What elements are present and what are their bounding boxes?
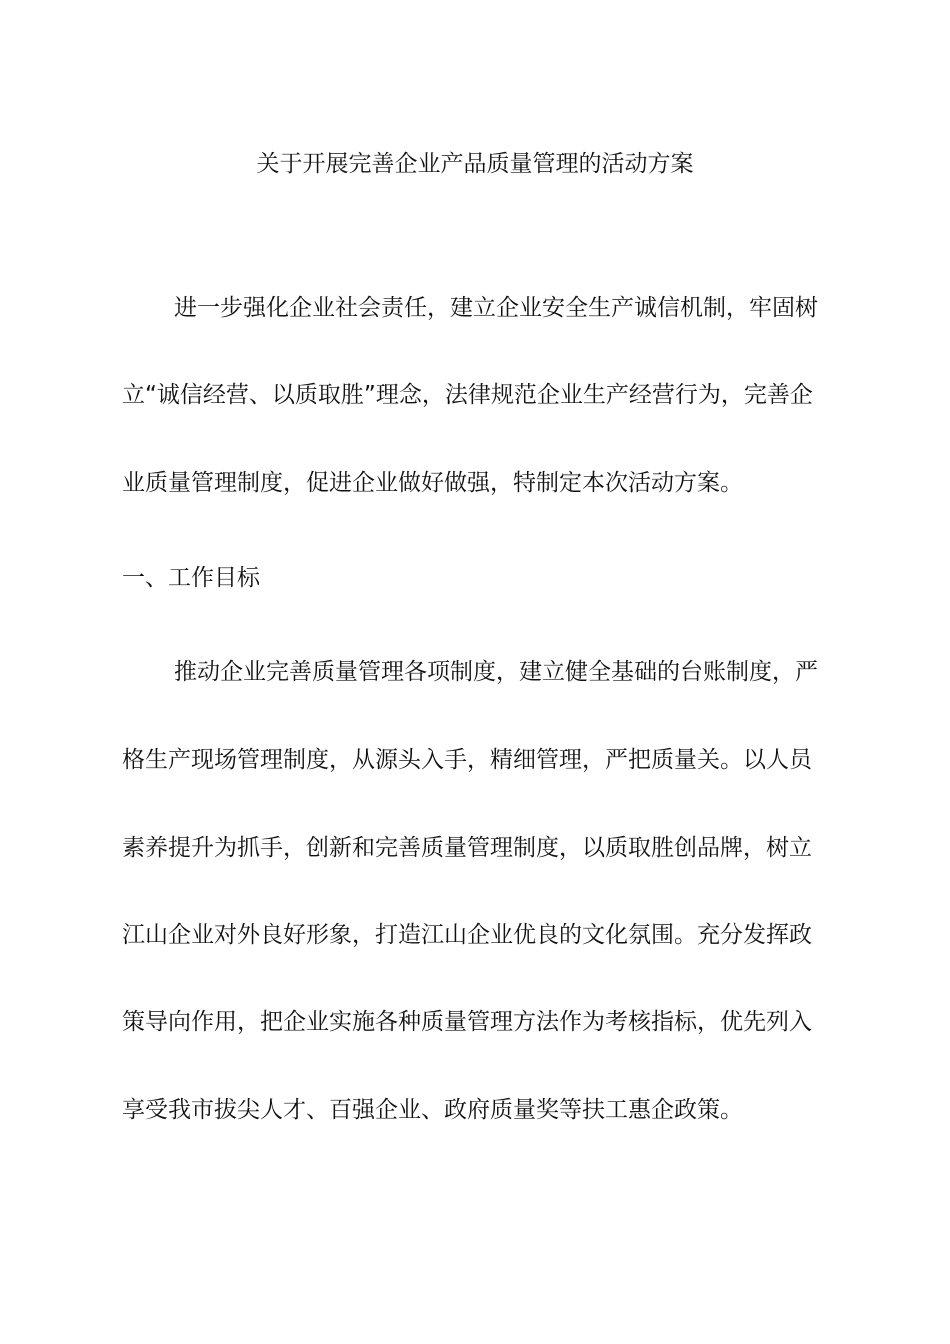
intro-line-1: 进一步强化企业社会责任，建立企业安全生产诚信机制，牢固树 [174,295,818,321]
section-heading-work-goals: 一、工作目标 [122,565,260,591]
section1-line-5: 策导向作用，把企业实施各种质量管理方法作为考核指标，优先列入 [122,1009,812,1035]
section1-line-6: 享受我市拔尖人才、百强企业、政府质量奖等扶工惠企政策。 [122,1097,743,1123]
document-title: 关于开展完善企业产品质量管理的活动方案 [256,151,694,177]
intro-line-3: 业质量管理制度，促进企业做好做强，特制定本次活动方案。 [122,470,743,496]
section1-line-2: 格生产现场管理制度，从源头入手，精细管理，严把质量关。以人员 [122,747,812,773]
section1-line-3: 素养提升为抓手，创新和完善质量管理制度，以质取胜创品牌，树立 [122,835,812,861]
section1-line-4: 江山企业对外良好形象，打造江山企业优良的文化氛围。充分发挥政 [122,922,812,948]
intro-line-2: 立“诚信经营、以质取胜”理念，法律规范企业生产经营行为，完善企 [122,382,813,408]
section1-line-1: 推动企业完善质量管理各项制度，建立健全基础的台账制度，严 [174,659,818,685]
